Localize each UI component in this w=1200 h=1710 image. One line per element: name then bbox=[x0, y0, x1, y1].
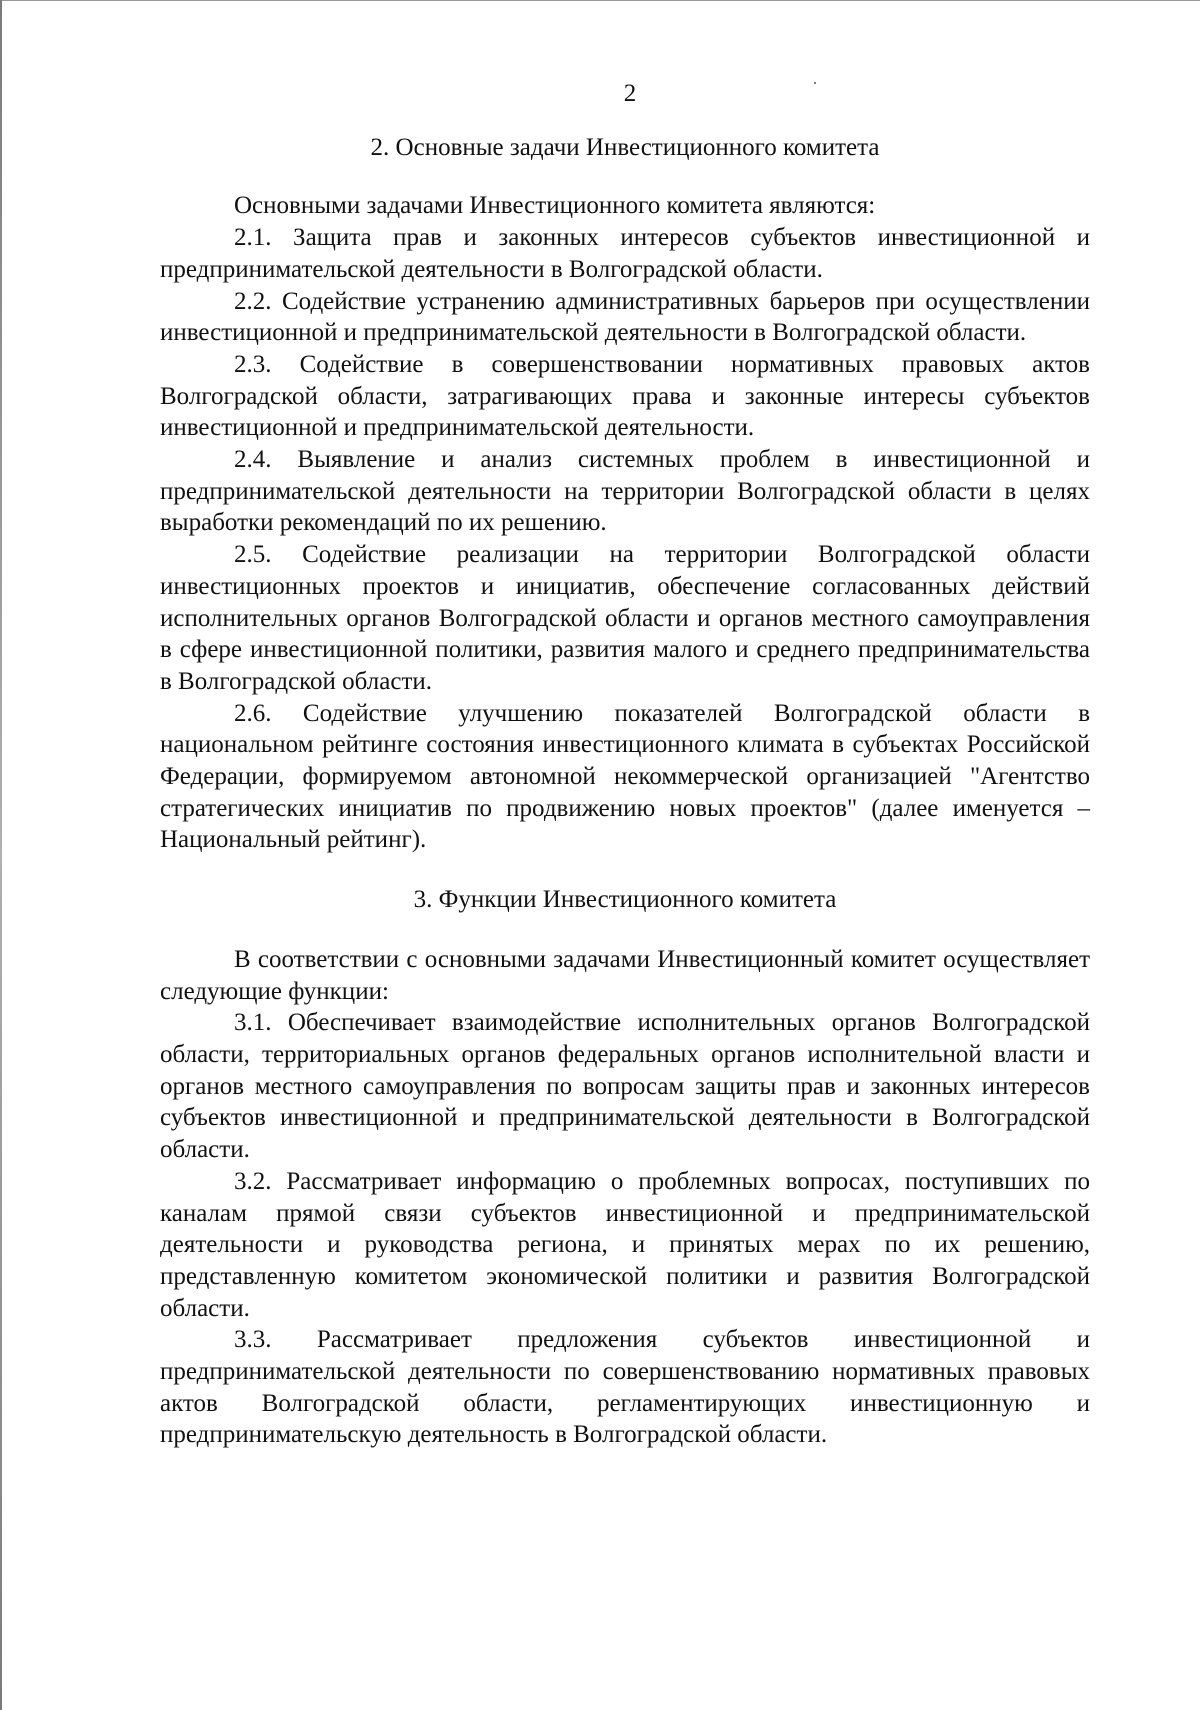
item-2-1: 2.1. Защита прав и законных интересов субъектов инвестиционной и предпринимательской деятельности в Волгоградской области. bbox=[160, 224, 1090, 283]
item-3-1: 3.1. Обеспечивает взаимодействие исполнительных органов Волгоградской области, территориальных органов федеральных органов исполнительной власти и органов местного самоуправления по вопросам защиты прав и законных интересов субъектов инвестиционной и предпринимательской деятельности в Волгоградской области. bbox=[160, 1009, 1090, 1164]
item-2-4: 2.4. Выявление и анализ системных проблем в инвестиционной и предпринимательской деятельности на территории Волгоградской области в целях выработки рекомендаций по их решению. bbox=[160, 446, 1090, 537]
item-2-3: 2.3. Содействие в совершенствовании нормативных правовых актов Волгоградской области, затрагивающих права и законные интересы субъектов инвестиционной и предпринимательской деятельности. bbox=[160, 350, 1090, 442]
section-3-heading: 3. Функции Инвестиционного комитета bbox=[413, 886, 837, 914]
section-2-heading: 2. Основные задачи Инвестиционного комитета bbox=[370, 133, 880, 161]
item-3-3: 3.3. Рассматривает предложения субъектов инвестиционной и предпринимательской деятельности по совершенствованию нормативных правовых актов Волгоградской области, регламентирующих инвестиционную и предпринимательскую деятельность в Волгоградской области. bbox=[160, 1326, 1090, 1449]
scan-edge-top bbox=[0, 0, 1200, 1]
item-2-2: 2.2. Содействие устранению административных барьеров при осуществлении инвестиционной и предпринимательской деятельности в Волгоградской области. bbox=[160, 287, 1090, 347]
section-3-intro: В соответствии с основными задачами Инвестиционный комитет осуществляет следующие функции: bbox=[160, 945, 1090, 1005]
document-body bbox=[160, 78, 1090, 1451]
scan-edge-left bbox=[0, 0, 2, 1710]
section-2-intro: Основными задачами Инвестиционного комитета являются: bbox=[234, 192, 876, 220]
page-number: 2 bbox=[623, 80, 637, 107]
item-2-5: 2.5. Содействие реализации на территории Волгоградской области инвестиционных проектов и инициатив, обеспечение согласованных действий исполнительных органов Волгоградской области и органов местного самоуправления в сфере инвестиционной политики, развития малого и среднего предпринимательства в Волгоградской области. bbox=[160, 541, 1090, 695]
item-2-6: 2.6. Содействие улучшению показателей Волгоградской области в национальном рейтинге состояния инвестиционного климата в субъектах Российской Федерации, формируемом автономной некоммерческой организацией "Агентство стратегических инициатив по продвижению новых проектов" (далее именуется – Национальный рейтинг). bbox=[160, 699, 1090, 854]
item-3-2: 3.2. Рассматривает информацию о проблемных вопросах, поступивших по каналам прямой связи субъектов инвестиционной и предпринимательской деятельности и руководства региона, и принятых мерах по их решению, представленную комитетом экономической политики и развития Волгоградской области. bbox=[160, 1167, 1090, 1322]
